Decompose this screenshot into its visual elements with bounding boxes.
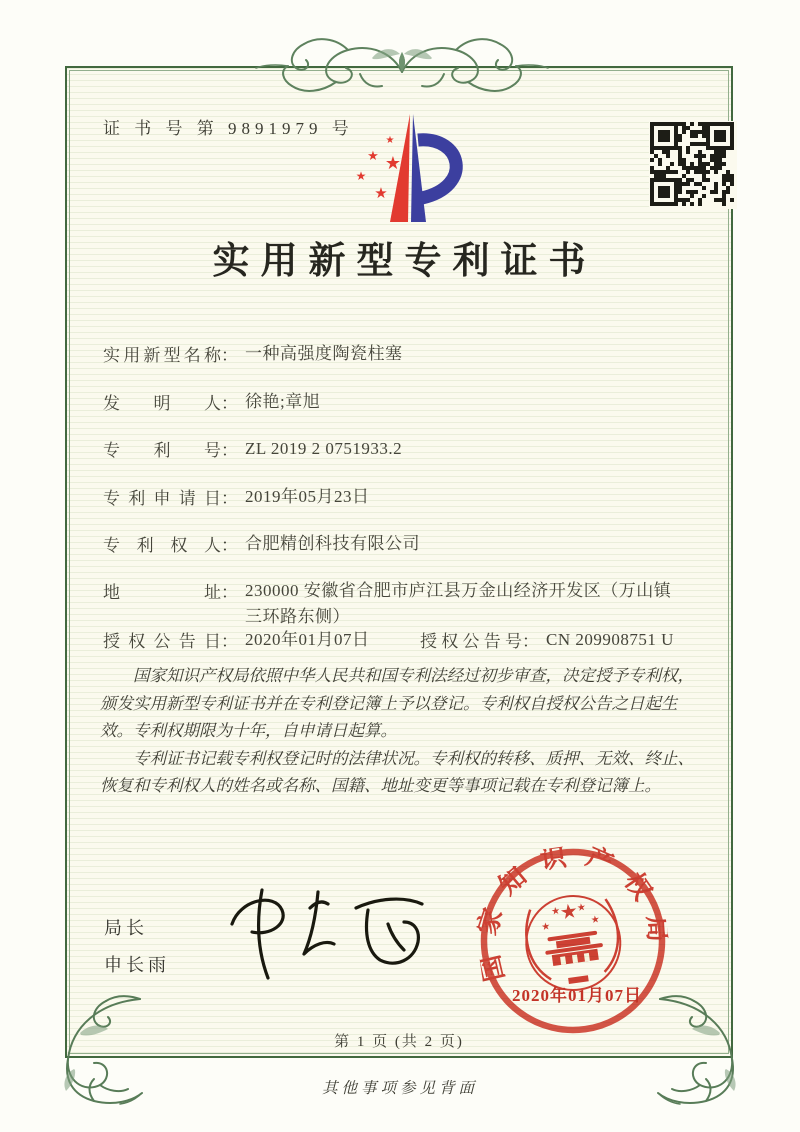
field-grant-number: 授权公告号 ： CN 209908751 U (420, 627, 674, 653)
svg-text:★: ★ (558, 898, 580, 925)
svg-text:★: ★ (590, 914, 601, 927)
field-value: 230000 安徽省合肥市庐江县万金山经济开发区（万山镇三环路东侧） (245, 581, 672, 626)
svg-text:★: ★ (540, 921, 552, 934)
director-block (104, 910, 170, 984)
field-label: 发明人 (103, 394, 221, 413)
field-label: 地址 (103, 583, 221, 602)
svg-text:★: ★ (385, 135, 395, 146)
legal-text (100, 662, 710, 800)
official-seal (466, 834, 681, 1049)
field-utility-model-name: 实用新型名称 ： 一种高强度陶瓷柱塞 (103, 341, 403, 367)
certificate-number: 证 书 号 第 9891979 号 (103, 119, 354, 138)
field-label: 专利申请日 (103, 489, 221, 508)
field-value: 徐艳;章旭 (245, 392, 321, 411)
field-inventor: 发明人 ： 徐艳;章旭 (103, 389, 320, 415)
field-patentee: 专利权人 ： 合肥精创科技有限公司 (103, 531, 420, 557)
svg-text:★: ★ (576, 901, 587, 915)
director-name: 申长雨 (104, 955, 170, 975)
legal-paragraph-1: 国家知识产权局依照中华人民共和国专利法经过初步审查，决定授予专利权，颁发实用新型专利证书并在专利登记簿上予以登记。专利权自授权公告之日起生效。专利权期限为十年，自申请日起算。 (100, 666, 694, 740)
certificate-title: 实用新型专利证书 (212, 241, 597, 282)
field-value: 2019年05月23日 (245, 487, 370, 506)
field-value: 合肥精创科技有限公司 (245, 534, 420, 553)
field-label: 专利权人 (103, 536, 221, 555)
cnipa-logo-icon (336, 106, 480, 234)
field-grant-row: 授权公告日 ： 2020年01月07日 授权公告号 ： CN 209908751 U (103, 627, 713, 653)
field-value: ZL 2019 2 0751933.2 (245, 439, 403, 458)
seal-date: 2020年01月07日 (512, 986, 642, 1005)
legal-paragraph-2: 专利证书记载专利权登记时的法律状况。专利权的转移、质押、无效、终止、恢复和专利权人的姓名或名称、国籍、地址变更等事项记载在专利登记簿上。 (100, 748, 694, 795)
field-address: 地址 ： 230000 安徽省合肥市庐江县万金山经济开发区（万山镇三环路东侧） (103, 578, 677, 630)
page-number: 第 1 页 (共 2 页) (334, 1034, 464, 1050)
seal-text: 国家知识产权局 (471, 840, 673, 985)
director-title: 局长 (104, 918, 148, 938)
field-label: 实用新型名称 (103, 346, 221, 365)
field-patent-number: 专利号 ： ZL 2019 2 0751933.2 (103, 436, 402, 462)
svg-text:★: ★ (550, 905, 561, 918)
director-signature (218, 878, 438, 986)
svg-text:★: ★ (355, 169, 367, 183)
svg-text:★: ★ (367, 149, 379, 164)
back-side-note: 其他事项参见背面 (321, 1080, 478, 1097)
qr-code (649, 121, 737, 209)
svg-text:★: ★ (374, 184, 388, 202)
svg-text:★: ★ (384, 153, 402, 174)
field-application-date: 专利申请日 ： 2019年05月23日 (103, 484, 370, 510)
grant-number-value: CN 209908751 U (546, 630, 674, 649)
field-label: 授权公告日 (103, 632, 221, 651)
field-label: 专利号 (103, 441, 221, 460)
grant-date-value: 2020年01月07日 (245, 630, 370, 649)
field-label: 授权公告号 (420, 632, 522, 651)
field-value: 一种高强度陶瓷柱塞 (245, 344, 403, 363)
